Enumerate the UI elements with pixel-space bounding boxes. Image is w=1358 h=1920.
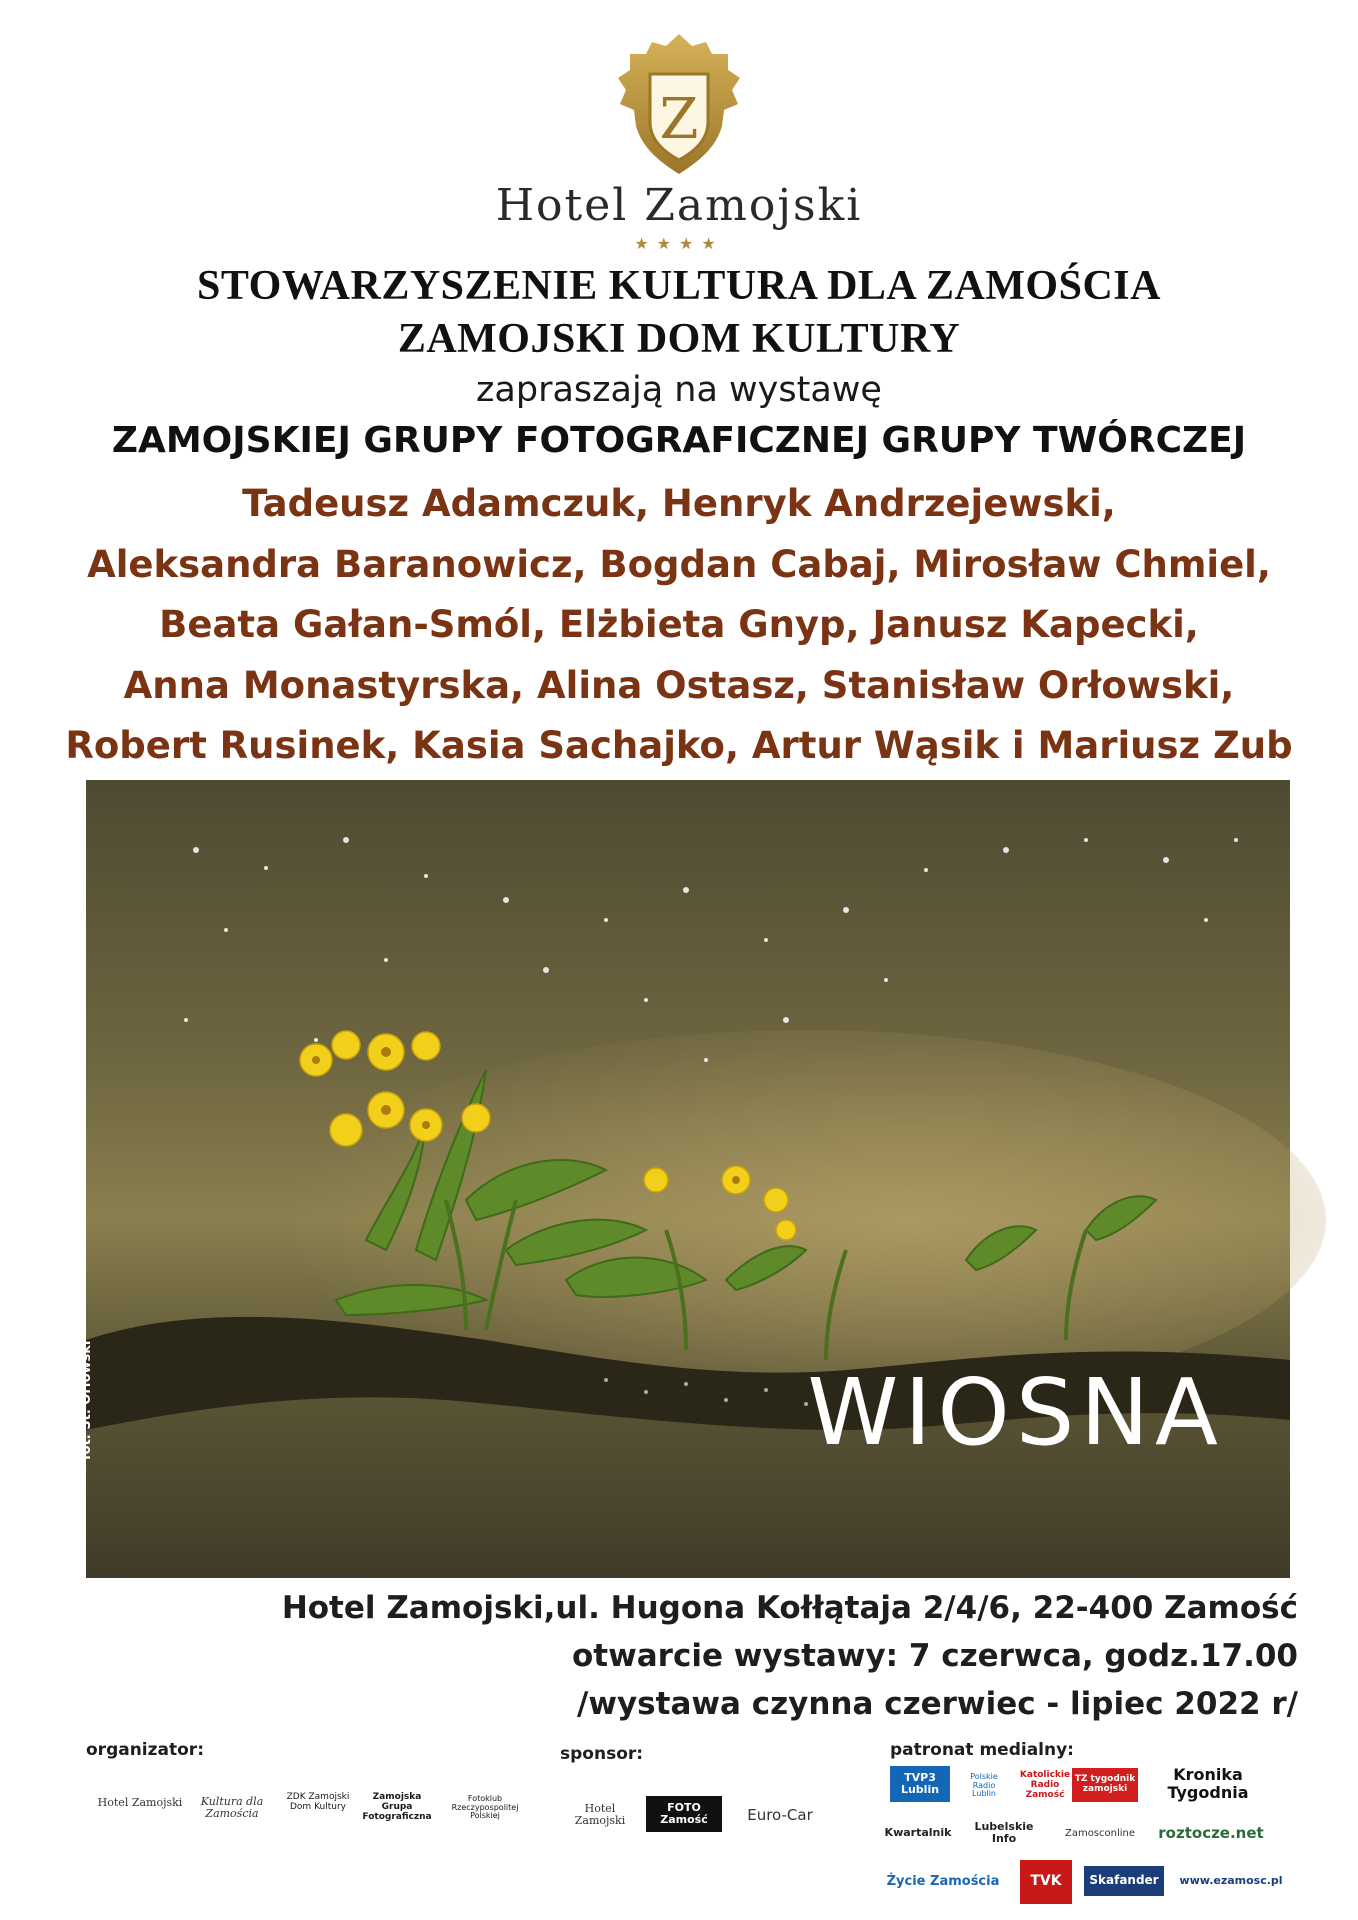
- hotel-stars: ★★★★: [634, 234, 724, 253]
- zycie-zamoscia-logo: Życie Zamościa: [886, 1873, 1000, 1889]
- organizer-label: organizator:: [86, 1740, 204, 1760]
- media-label: patronat medialny:: [890, 1740, 1074, 1760]
- exhibition-period: /wystawa czynna czerwiec - lipiec 2022 r/: [577, 1686, 1298, 1722]
- venue-address: Hotel Zamojski,ul. Hugona Kołłątaja 2/4/6, 22-400 Zamość: [281, 1590, 1298, 1626]
- photo-credit: fot. St. Orłowski: [79, 1340, 94, 1460]
- sponsor-hotel-logo: Hotel Zamojski: [574, 1801, 626, 1827]
- foto-logo: FOTO Zamość: [646, 1796, 722, 1832]
- photo-title: WIOSNA: [807, 1359, 1224, 1466]
- opening-date: otwarcie wystawy: 7 czerwca, godz.17.00: [571, 1638, 1298, 1674]
- hotel-zamojski-logo: Hotel Zamojski: [97, 1795, 183, 1809]
- kwartalnik-logo: Kwartalnik: [884, 1825, 952, 1839]
- artists-line: Beata Gałan-Smól, Elżbieta Gnyp, Janusz Kapecki,: [159, 603, 1199, 646]
- tvp3-logo: TVP3 Lublin: [890, 1766, 950, 1802]
- fotoklub-logo: Fotoklub Rzeczypospolitej Polskiej: [451, 1793, 519, 1821]
- hotel-name: Hotel Zamojski: [495, 180, 863, 231]
- radio-zamosc-logo: Katolickie Radio Zamość: [1019, 1770, 1071, 1800]
- artists-line: Anna Monastyrska, Alina Ostasz, Stanisław Orłowski,: [123, 664, 1235, 707]
- artists-line: Tadeusz Adamczuk, Henryk Andrzejewski,: [242, 482, 1116, 525]
- kultura-logo: Kultura dla Zamościa: [200, 1794, 264, 1820]
- artists-line: Aleksandra Baranowicz, Bogdan Cabaj, Mirosław Chmiel,: [87, 543, 1271, 586]
- invite-text: zapraszają na wystawę: [476, 370, 882, 410]
- roztocze-logo: roztocze.net: [1158, 1823, 1264, 1842]
- tvk-logo: TVK: [1020, 1860, 1072, 1904]
- ezamosc-logo: www.ezamosc.pl: [1179, 1873, 1283, 1887]
- zgf-logo: Zamojska Grupa Fotograficzna: [362, 1792, 432, 1822]
- polskie-radio-logo: Polskie Radio Lublin: [970, 1771, 998, 1799]
- eurocar-logo: Euro-Car: [747, 1805, 813, 1824]
- artists-line: Robert Rusinek, Kasia Sachajko, Artur Wąsik i Mariusz Zub: [65, 724, 1293, 767]
- kronika-logo: Kronika Tygodnia: [1167, 1765, 1249, 1802]
- hotel-crest-icon: [612, 30, 746, 178]
- skafander-logo: Skafander: [1084, 1866, 1164, 1896]
- zamosconline-logo: Zamosconline: [1064, 1827, 1136, 1839]
- svg-text:Z: Z: [659, 87, 699, 152]
- exhibition-photo: [79, 780, 1290, 1578]
- group-name: ZAMOJSKIEJ GRUPY FOTOGRAFICZNEJ GRUPY TWÓRCZEJ: [111, 420, 1247, 461]
- organizer-line: STOWARZYSZENIE KULTURA DLA ZAMOŚCIA: [197, 263, 1161, 309]
- zdk-logo: ZDK Zamojski Dom Kultury: [286, 1792, 350, 1812]
- organizer-line: ZAMOJSKI DOM KULTURY: [397, 316, 961, 362]
- lubelskie-info-logo: Lubelskie Info: [974, 1819, 1034, 1845]
- tz-logo: TZ tygodnik zamojski: [1072, 1768, 1138, 1802]
- sponsor-label: sponsor:: [560, 1744, 644, 1764]
